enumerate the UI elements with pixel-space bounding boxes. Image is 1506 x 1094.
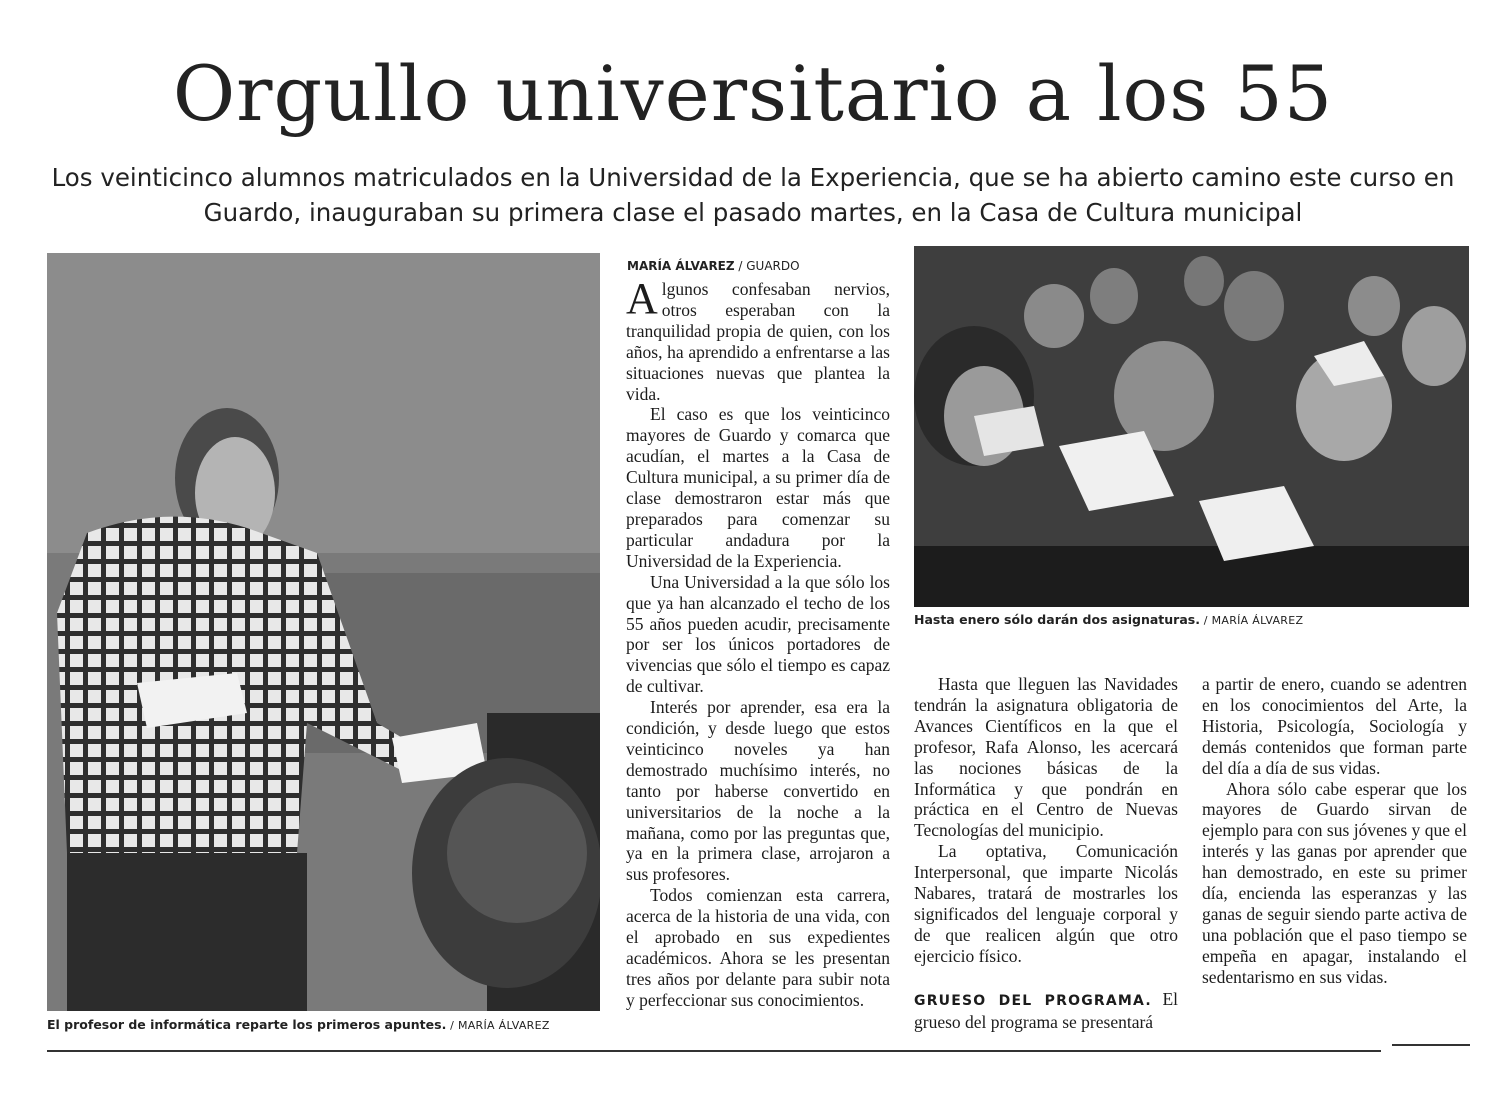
paragraph-9: a partir de enero, cuando se adentren en los conocimientos del Arte, la Historia, Psicología, Sociología y demás contenidos que forman parte del día a día de sus vidas. xyxy=(1202,674,1467,778)
byline xyxy=(627,259,800,273)
paragraph-5: Todos comienzan esta carrera, acerca de la historia de una vida, con el aprobado en sus expedientes académicos. Ahora se les presentan tres años por delante para subir nota y perfeccionar sus conocimientos. xyxy=(626,885,890,1010)
students-photo-illustration xyxy=(914,246,1469,607)
byline-author: MARÍA ÁLVAREZ xyxy=(627,259,735,273)
photo-credit: / MARÍA ÁLVAREZ xyxy=(1199,614,1304,627)
paragraph-8 xyxy=(914,989,1178,1033)
paragraph-2: El caso es que los veinticinco mayores de Guardo y comarca que acudían, el martes a la Casa de Cultura municipal, a su primer día de clase demostraron estar más que preparados para comenzar su particular andadura por la Universidad de la Experiencia. xyxy=(626,404,890,571)
paragraph-10: Ahora sólo cabe esperar que los mayores de Guardo sirvan de ejemplo para con sus jóvenes y que el interés y las ganas por aprender que han demostrado, en este su primer día, encienda las esperanzas y las ganas de seguir siendo parte activa de una población que el paso tiempo se empeña en apagar, instalando el sedentarismo en sus vidas. xyxy=(1202,778,1467,987)
teacher-photo-illustration xyxy=(47,253,600,1011)
paragraph-8-text: El grueso del programa se presentará xyxy=(914,988,1178,1032)
drop-cap: A xyxy=(626,274,658,323)
paragraph-4: Interés por aprender, esa era la condición, y desde luego que estos veinticinco noveles ya han demostrado muchísimo interés, no tanto por haberse convertido en universitarios de la noche a la mañana, como por las preguntas que, ya en la primera clase, arrojaron a sus profesores. xyxy=(626,697,890,885)
subheadline: Los veinticinco alumnos matriculados en la Universidad de la Experiencia, que se ha abierto camino este curso en Guardo, inauguraban su primera clase el pasado martes, en la Casa de Cultura municipal xyxy=(51,163,1455,227)
students-photo-caption xyxy=(914,612,1303,627)
paragraph-1-text: lgunos confesaban nervios, otros esperaban con la tranquilidad propia de quien, con los años, ha aprendido a enfrentarse a las situaciones nuevas que plantea la vida. xyxy=(626,279,890,404)
photo-credit: / MARÍA ÁLVAREZ xyxy=(446,1019,550,1032)
teacher-photo xyxy=(47,253,600,1011)
article-column-2 xyxy=(914,674,1178,1033)
article-column-1 xyxy=(626,274,890,1011)
students-photo xyxy=(914,246,1469,607)
article-column-3 xyxy=(1202,674,1467,988)
paragraph-7: La optativa, Comunicación Interpersonal, que imparte Nicolás Nabares, tratará de mostrarles los significados del lenguaje corporal y de que realicen algún que otro ejercicio físico. xyxy=(914,841,1178,966)
byline-place: GUARDO xyxy=(746,259,800,273)
headline: Orgullo universitario a los 55 xyxy=(172,49,1334,138)
caption-text: Hasta enero sólo darán dos asignaturas. xyxy=(914,612,1200,627)
bottom-rule-right xyxy=(1392,1044,1470,1046)
paragraph-3: Una Universidad a la que sólo los que ya han alcanzado el techo de los 55 años pueden acudir, precisamente por ser los únicos portadores de vivencias que sólo el tiempo es capaz de cultivar. xyxy=(626,571,890,697)
byline-separator: / xyxy=(734,259,747,273)
bottom-rule xyxy=(47,1050,1381,1052)
caption-text: El profesor de informática reparte los primeros apuntes. xyxy=(47,1017,447,1032)
paragraph-6: Hasta que lleguen las Navidades tendrán la asignatura obligatoria de Avances Científicos en la que el profesor, Rafa Alonso, les acercará las nociones básicas de la Informática y que pondrán en práctica en el Centro de Nuevas Tecnologías del municipio. xyxy=(914,674,1178,841)
paragraph-1 xyxy=(626,274,890,404)
teacher-photo-caption xyxy=(47,1017,550,1032)
section-heading: GRUESO DEL PROGRAMA. xyxy=(914,992,1152,1009)
